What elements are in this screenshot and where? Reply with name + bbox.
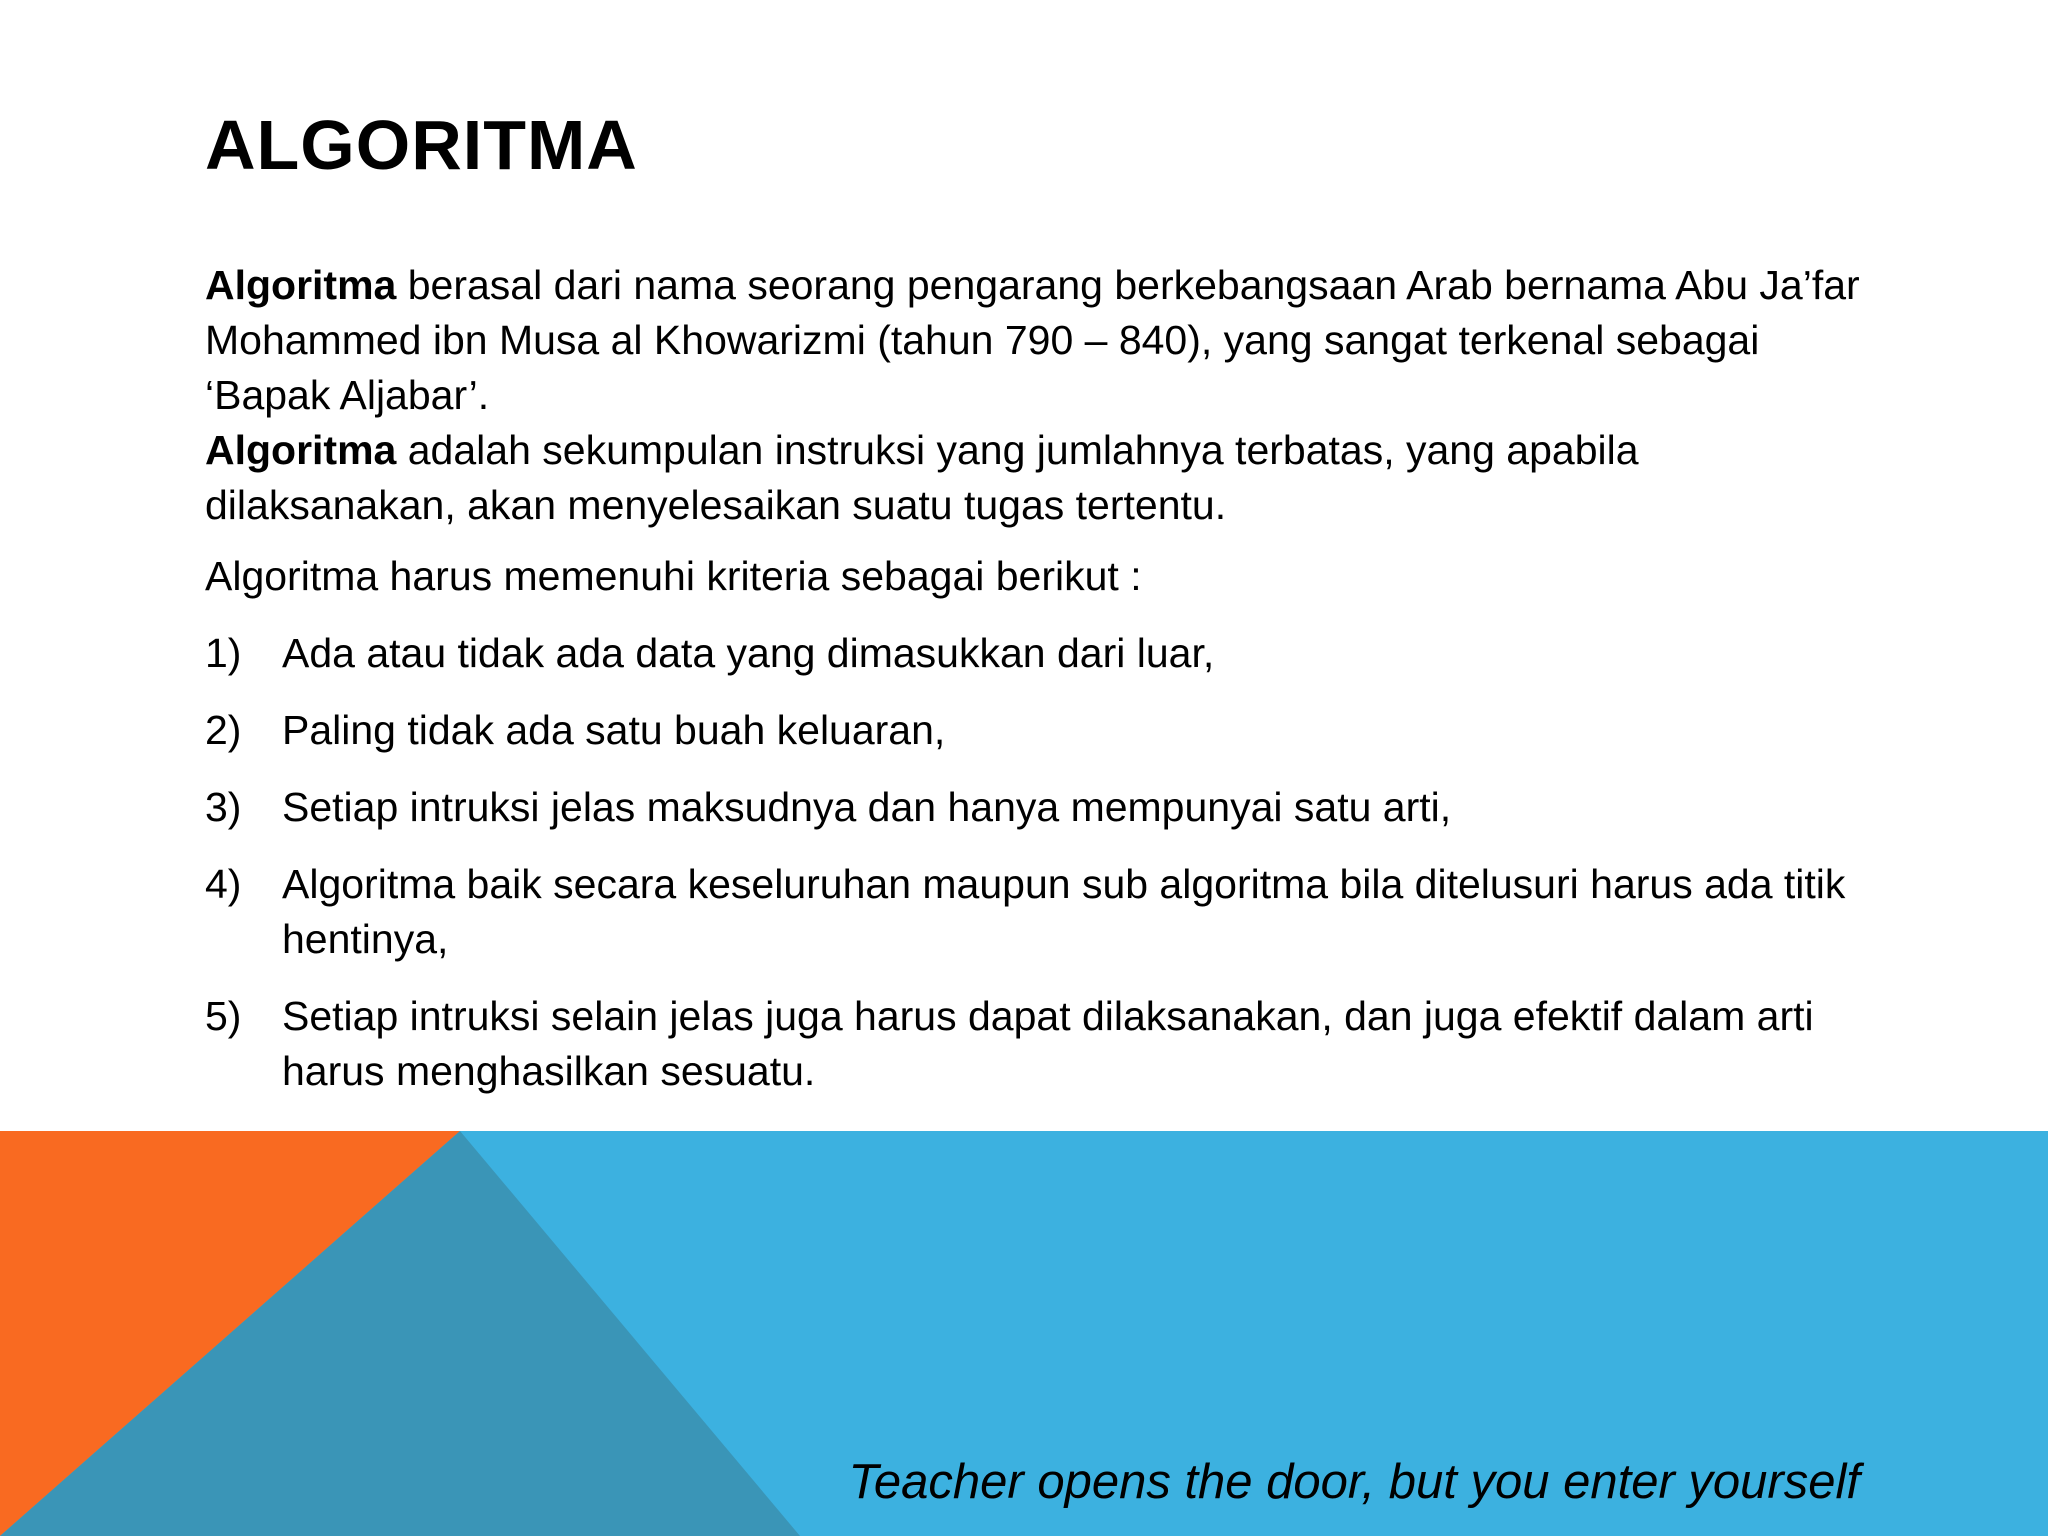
- criteria-item: [205, 703, 1865, 758]
- criteria-item: [205, 989, 1865, 1099]
- criteria-number: 4): [205, 861, 242, 907]
- paragraph-origin: [205, 258, 1865, 423]
- slide-body: [205, 258, 1865, 1099]
- criteria-number: 3): [205, 784, 242, 830]
- paragraph-origin-text: berasal dari nama seorang pengarang berkebangsaan Arab bernama Abu Ja’far Mohammed ibn Musa al Khowarizmi (tahun 790 – 840), yang sangat terkenal sebagai ‘Bapak Aljabar’.: [205, 262, 1860, 418]
- paragraph-definition-text: adalah sekumpulan instruksi yang jumlahnya terbatas, yang apabila dilaksanakan, akan menyelesaikan suatu tugas tertentu.: [205, 427, 1639, 528]
- paragraph-origin-term: Algoritma: [205, 262, 397, 308]
- criteria-text: Setiap intruksi jelas maksudnya dan hanya mempunyai satu arti,: [282, 784, 1452, 830]
- criteria-text: Paling tidak ada satu buah keluaran,: [282, 707, 946, 753]
- criteria-item: [205, 857, 1865, 967]
- criteria-item: [205, 780, 1865, 835]
- tagline: Teacher opens the door, but you enter yourself: [848, 1455, 1860, 1509]
- criteria-number: 1): [205, 630, 242, 676]
- criteria-item: [205, 626, 1865, 681]
- criteria-text: Algoritma baik secara keseluruhan maupun sub algoritma bila ditelusuri harus ada titik hentinya,: [282, 861, 1846, 962]
- criteria-text: Setiap intruksi selain jelas juga harus dapat dilaksanakan, dan juga efektif dalam arti harus menghasilkan sesuatu.: [282, 993, 1814, 1094]
- criteria-number: 5): [205, 993, 242, 1039]
- criteria-number: 2): [205, 707, 242, 753]
- slide-title: ALGORITMA: [205, 106, 638, 184]
- criteria-list: [205, 626, 1865, 1099]
- paragraph-definition-term: Algoritma: [205, 427, 397, 473]
- paragraph-definition: [205, 423, 1865, 533]
- criteria-text: Ada atau tidak ada data yang dimasukkan dari luar,: [282, 630, 1215, 676]
- criteria-intro: Algoritma harus memenuhi kriteria sebagai berikut :: [205, 553, 1142, 599]
